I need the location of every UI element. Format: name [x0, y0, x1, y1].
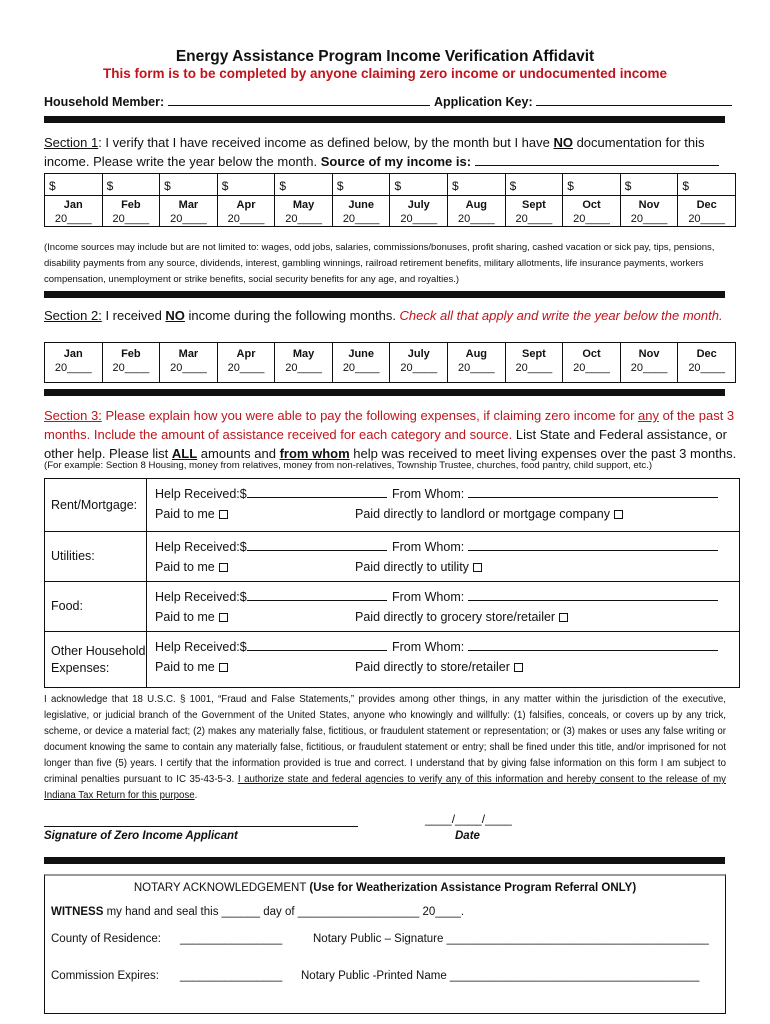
year-blank[interactable]: 20____	[630, 362, 668, 374]
form-title: Energy Assistance Program Income Verification Affidavit	[175, 48, 595, 65]
income-amount-field[interactable]: $	[620, 174, 678, 196]
checkbox-icon[interactable]	[219, 613, 228, 622]
section-divider	[44, 389, 725, 396]
expense-row	[45, 631, 739, 687]
month-label: Mar	[178, 199, 199, 211]
expense-category-label: Other Household Expenses:	[45, 632, 147, 687]
section1-heading: Section 1	[44, 135, 99, 150]
month-label: Jan	[63, 348, 83, 360]
application-key-label: Application Key:	[434, 95, 533, 109]
month-label: Sept	[521, 348, 546, 360]
month-label: Apr	[236, 348, 256, 360]
month-cell[interactable]	[448, 196, 506, 227]
year-blank[interactable]: 20____	[227, 362, 265, 374]
year-blank[interactable]: 20____	[457, 362, 495, 374]
month-cell[interactable]	[275, 343, 333, 383]
month-cell[interactable]	[678, 343, 736, 383]
section3-intro: Section 3: Please explain how you were able to pay the following expenses, if claiming zero income for any of the past 3 months. Include the amount of assistance received for each category and source. List State and Federal assistance, or other help. Please list ALL amounts and from whom help was received to meet living expenses over the past 3 months.	[44, 408, 737, 461]
month-cell[interactable]	[563, 343, 621, 383]
month-cell[interactable]	[620, 196, 678, 227]
date-field[interactable]: ____/____/____	[425, 812, 512, 826]
year-blank[interactable]: 20____	[342, 362, 380, 374]
section3-heading: Section 3:	[44, 408, 102, 423]
month-label: Mar	[178, 348, 199, 360]
year-blank[interactable]: 20____	[170, 213, 207, 225]
from-whom-field[interactable]: From Whom:	[392, 485, 718, 501]
commission-field[interactable]: ________________	[180, 970, 283, 982]
month-label: Dec	[696, 348, 717, 360]
income-source-label: Source of my income is:	[320, 154, 472, 169]
income-amount-field[interactable]: $	[505, 174, 563, 196]
paid-to-me-option[interactable]: Paid to me	[155, 507, 228, 521]
year-blank[interactable]: 20____	[342, 213, 380, 225]
from-whom-field[interactable]: From Whom:	[392, 538, 718, 554]
section2-intro: Section 2: I received NO income during the following months. Check all that apply and write the year below the month.	[44, 308, 723, 323]
household-member-row	[44, 93, 430, 109]
section-divider	[44, 291, 725, 298]
month-cell[interactable]	[332, 196, 390, 227]
month-cell[interactable]	[45, 196, 103, 227]
year-blank[interactable]: 20____	[688, 213, 726, 225]
notary-heading: NOTARY ACKNOWLEDGEMENT (Use for Weatherization Assistance Program Referral ONLY)	[133, 882, 637, 894]
year-blank[interactable]: 20____	[688, 362, 726, 374]
expense-row	[45, 581, 739, 631]
year-blank[interactable]: 20____	[285, 213, 322, 225]
section-divider	[44, 116, 725, 123]
expense-details	[147, 582, 739, 631]
month-label: Aug	[465, 199, 488, 211]
month-label: May	[292, 199, 315, 211]
month-cell[interactable]	[102, 343, 160, 383]
section-divider	[44, 857, 725, 864]
month-cell[interactable]	[217, 196, 275, 227]
section3-example: (For example: Section 8 Housing, money from relatives, money from non-relatives, Township Trustee, churches, food pantry, child support, etc.)	[44, 460, 653, 471]
section1-income-table	[44, 173, 736, 227]
section2-month-table	[44, 342, 736, 383]
income-source-field[interactable]	[475, 153, 719, 166]
income-amount-field[interactable]: $	[448, 174, 506, 196]
help-received-field[interactable]: Help Received:$	[155, 638, 387, 654]
authorization-statement: I authorize state and federal agencies to verify any of this information and hereby consent to the release of my Indiana Tax Return for this purpose	[44, 774, 726, 801]
month-cell[interactable]	[390, 343, 448, 383]
year-blank[interactable]: 20____	[515, 362, 553, 374]
income-amount-field[interactable]: $	[678, 174, 736, 196]
month-label: Oct	[582, 199, 601, 211]
month-cell[interactable]	[620, 343, 678, 383]
month-cell[interactable]	[448, 343, 506, 383]
month-cell[interactable]	[332, 343, 390, 383]
month-cell[interactable]	[505, 343, 563, 383]
month-label: Jan	[63, 199, 83, 211]
year-blank[interactable]: 20____	[54, 362, 92, 374]
expense-details	[147, 532, 739, 581]
section1-intro: Section 1: I verify that I have received income as defined below, by the month but I have NO documentation for this income. Please write the year below the month. Source of my income is:	[44, 133, 734, 171]
expense-row	[45, 531, 739, 581]
month-label: Sept	[521, 199, 546, 211]
expenses-table	[44, 478, 740, 688]
year-blank[interactable]: 20____	[573, 362, 610, 374]
application-key-row	[434, 93, 732, 109]
paid-directly-option[interactable]: Paid directly to utility	[355, 560, 482, 574]
income-amount-field[interactable]: $	[563, 174, 621, 196]
month-label: Aug	[465, 348, 488, 360]
month-cell[interactable]	[505, 196, 563, 227]
year-blank[interactable]: 20____	[400, 362, 438, 374]
household-member-label: Household Member:	[44, 95, 165, 109]
checkbox-icon[interactable]	[219, 663, 228, 672]
year-blank[interactable]: 20____	[515, 213, 553, 225]
income-amount-field[interactable]: $	[160, 174, 218, 196]
checkbox-icon[interactable]	[219, 563, 228, 572]
legal-acknowledgement: I acknowledge that 18 U.S.C. § 1001, “Fraud and False Statements,” provides among other things, in any matter within the jurisdiction of the executive, legislative, or judicial branch of the Government of the United States, anyone who knowingly and willfully: (1) falsifies, conceals, or covers up by any trick, scheme, or device a material fact; (2) makes any materially false, fictitious, or fraudulent statement or representation; or (3) makes or uses any false writing or document knowing the same to contain any materially false, fictitious, or fraudulent statement or entry; shall be fined under this title, and/or imprisoned for not longer than five (5) years. I certify that the information provided is true and correct. I understand that by giving false information on this form I am subject to criminal penalties pursuant to IC 35-43-5-3. I authorize state and federal agencies to verify any of this information and hereby consent to the release of my Indiana Tax Return for this purpose.	[44, 694, 726, 801]
month-label: Feb	[121, 199, 141, 211]
month-cell[interactable]	[217, 343, 275, 383]
month-label: Nov	[638, 348, 660, 360]
county-label: County of Residence:	[51, 933, 161, 945]
year-blank[interactable]: 20____	[170, 362, 207, 374]
notary-signature-field[interactable]: Notary Public – Signature _________________________________________	[313, 933, 709, 945]
income-amount-field[interactable]: $	[390, 174, 448, 196]
month-cell[interactable]	[160, 343, 218, 383]
section2-heading: Section 2:	[44, 308, 102, 323]
year-blank[interactable]: 20____	[573, 213, 610, 225]
paid-directly-option[interactable]: Paid directly to grocery store/retailer	[355, 610, 568, 624]
signature-label: Signature of Zero Income Applicant	[44, 830, 238, 842]
notary-printed-name-field[interactable]: Notary Public -Printed Name _______________________________________	[301, 970, 700, 982]
expense-category-label: Rent/Mortgage:	[45, 479, 147, 531]
month-label: June	[348, 199, 375, 211]
form-subtitle: This form is to be completed by anyone claiming zero income or undocumented income	[102, 66, 668, 81]
year-blank[interactable]: 20____	[227, 213, 265, 225]
expense-row	[45, 479, 739, 531]
paid-directly-option[interactable]: Paid directly to landlord or mortgage company	[355, 507, 623, 521]
date-label: Date	[455, 830, 480, 842]
help-received-field[interactable]: Help Received:$	[155, 485, 387, 501]
month-label: July	[407, 199, 430, 211]
year-blank[interactable]: 20____	[630, 213, 668, 225]
witness-line[interactable]: WITNESS my hand and seal this ______ day of ___________________ 20____.	[51, 906, 465, 918]
household-member-field[interactable]	[168, 93, 430, 106]
expense-category-label: Food:	[45, 582, 147, 631]
month-label: Feb	[121, 348, 141, 360]
signature-line[interactable]	[44, 826, 358, 827]
month-cell[interactable]	[563, 196, 621, 227]
year-blank[interactable]: 20____	[285, 362, 322, 374]
expense-details	[147, 479, 739, 531]
year-blank[interactable]: 20____	[400, 213, 438, 225]
expense-category-label: Utilities:	[45, 532, 147, 581]
income-sources-note: (Income sources may include but are not limited to: wages, odd jobs, salaries, commissions/bonuses, profit sharing, cashed vacation or sick pay, tips, pensions, disability payments from any source, dividends, interest, gambling winnings, railroad retirement benefits, military allotments, life insurance payments, workers compensation, unemployment or strike benefits, social security benefits for any age, and royalties.)	[44, 242, 715, 285]
month-label: June	[348, 348, 375, 360]
month-label: Apr	[236, 199, 256, 211]
month-cell[interactable]	[390, 196, 448, 227]
county-field[interactable]: ________________	[180, 933, 283, 945]
month-cell[interactable]	[160, 196, 218, 227]
month-cell[interactable]	[45, 343, 103, 383]
month-label: July	[407, 348, 430, 360]
year-blank[interactable]: 20____	[112, 213, 150, 225]
month-cell[interactable]	[275, 196, 333, 227]
month-label: Dec	[696, 199, 717, 211]
expense-details	[147, 632, 739, 687]
checkbox-icon[interactable]	[219, 510, 228, 519]
checkbox-icon[interactable]	[559, 613, 568, 622]
application-key-field[interactable]	[536, 93, 732, 106]
help-received-field[interactable]: Help Received:$	[155, 538, 387, 554]
help-received-field[interactable]: Help Received:$	[155, 588, 387, 604]
checkbox-icon[interactable]	[473, 563, 482, 572]
income-amount-field[interactable]: $	[217, 174, 275, 196]
income-amount-field[interactable]: $	[102, 174, 160, 196]
checkbox-icon[interactable]	[614, 510, 623, 519]
from-whom-field[interactable]: From Whom:	[392, 588, 718, 604]
month-label: Nov	[638, 199, 660, 211]
paid-to-me-option[interactable]: Paid to me	[155, 560, 228, 574]
income-amount-field[interactable]: $	[332, 174, 390, 196]
month-label: May	[292, 348, 315, 360]
income-amount-field[interactable]: $	[45, 174, 103, 196]
checkbox-icon[interactable]	[514, 663, 523, 672]
from-whom-field[interactable]: From Whom:	[392, 638, 718, 654]
year-blank[interactable]: 20____	[54, 213, 92, 225]
month-label: Oct	[582, 348, 601, 360]
income-amount-field[interactable]: $	[275, 174, 333, 196]
month-cell[interactable]	[102, 196, 160, 227]
month-cell[interactable]	[678, 196, 736, 227]
paid-to-me-option[interactable]: Paid to me	[155, 660, 228, 674]
paid-directly-option[interactable]: Paid directly to store/retailer	[355, 660, 523, 674]
year-blank[interactable]: 20____	[457, 213, 495, 225]
notary-acknowledgement	[44, 874, 726, 1014]
commission-label: Commission Expires:	[51, 970, 159, 982]
year-blank[interactable]: 20____	[112, 362, 150, 374]
paid-to-me-option[interactable]: Paid to me	[155, 610, 228, 624]
